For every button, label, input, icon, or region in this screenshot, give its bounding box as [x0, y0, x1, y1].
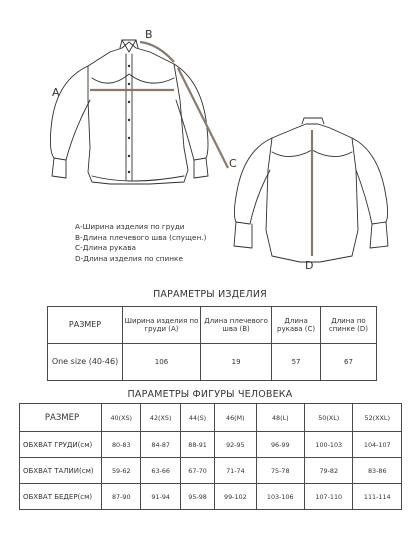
- value-cell: 19: [200, 344, 271, 381]
- value-cell: 75-78: [256, 458, 304, 484]
- product-params-table: [47, 306, 377, 381]
- value-cell: 99-102: [215, 484, 256, 510]
- header-cell: 50(XL): [305, 404, 353, 432]
- body-params-table: [19, 403, 402, 510]
- label-d: D: [305, 259, 314, 272]
- header-cell: Длина рукава (С): [272, 307, 321, 344]
- value-cell: 96-99: [256, 432, 304, 458]
- table-row: [48, 344, 377, 381]
- row-label: ОБХВАТ ТАЛИИ(см): [20, 458, 102, 484]
- measurement-legend: [75, 222, 206, 264]
- label-b: B: [145, 28, 153, 41]
- label-a: A: [52, 86, 60, 99]
- value-cell: 92-95: [215, 432, 256, 458]
- legend-item-a: А-Ширина изделия по груди: [75, 222, 185, 231]
- value-cell: 79-82: [305, 458, 353, 484]
- header-cell: РАЗМЕР: [48, 307, 123, 344]
- legend-item-d: D-Длина изделия по спинке: [75, 253, 183, 263]
- size-cell: One size (40-46): [48, 344, 123, 381]
- row-label: ОБХВАТ БЕДЕР(см): [20, 484, 102, 510]
- value-cell: 104-107: [353, 432, 402, 458]
- table-header-row: [20, 404, 402, 432]
- value-cell: 63-66: [141, 458, 180, 484]
- header-cell: 52(XXL): [353, 404, 402, 432]
- value-cell: 88-91: [180, 432, 214, 458]
- value-cell: 107-110: [305, 484, 353, 510]
- header-cell: 40(XS): [102, 404, 141, 432]
- table-header-row: [48, 307, 377, 344]
- value-cell: 84-87: [141, 432, 180, 458]
- product-params-title: ПАРАМЕТРЫ ИЗДЕЛИЯ: [153, 289, 267, 300]
- front-buttons: [128, 65, 130, 173]
- measure-line-c: [178, 68, 228, 168]
- header-cell: 44(S): [180, 404, 214, 432]
- measure-line-b: [140, 42, 174, 62]
- value-cell: 103-106: [256, 484, 304, 510]
- table-row: [20, 432, 402, 458]
- legend-item-c: С-Длина рукава: [75, 243, 136, 253]
- value-cell: 95-98: [180, 484, 214, 510]
- front-shirt-drawing: [50, 40, 208, 184]
- legend-item-b: В-Длина плечевого шва (спущен.): [75, 232, 207, 242]
- table-row: [20, 484, 402, 510]
- value-cell: 59-62: [102, 458, 141, 484]
- value-cell: 67-70: [180, 458, 214, 484]
- value-cell: 80-83: [102, 432, 141, 458]
- value-cell: 87-90: [102, 484, 141, 510]
- value-cell: 100-103: [305, 432, 353, 458]
- label-c: C: [229, 157, 237, 170]
- header-cell: Ширина изделия по груди (А): [123, 307, 201, 344]
- value-cell: 111-114: [353, 484, 402, 510]
- header-cell: 46(M): [215, 404, 256, 432]
- header-cell: Длина по спинке (D): [320, 307, 376, 344]
- header-cell: 48(L): [256, 404, 304, 432]
- value-cell: 106: [123, 344, 201, 381]
- header-cell: 42(XS): [141, 404, 180, 432]
- value-cell: 91-94: [141, 484, 180, 510]
- value-cell: 71-74: [215, 458, 256, 484]
- value-cell: 57: [272, 344, 321, 381]
- header-cell: Длина плечевого шва (В): [200, 307, 271, 344]
- body-params-title: ПАРАМЕТРЫ ФИГУРЫ ЧЕЛОВЕКА: [127, 389, 293, 400]
- table-row: [20, 458, 402, 484]
- value-cell: 67: [320, 344, 376, 381]
- row-label: ОБХВАТ ГРУДИ(см): [20, 432, 102, 458]
- header-cell: РАЗМЕР: [20, 404, 102, 432]
- value-cell: 83-86: [353, 458, 402, 484]
